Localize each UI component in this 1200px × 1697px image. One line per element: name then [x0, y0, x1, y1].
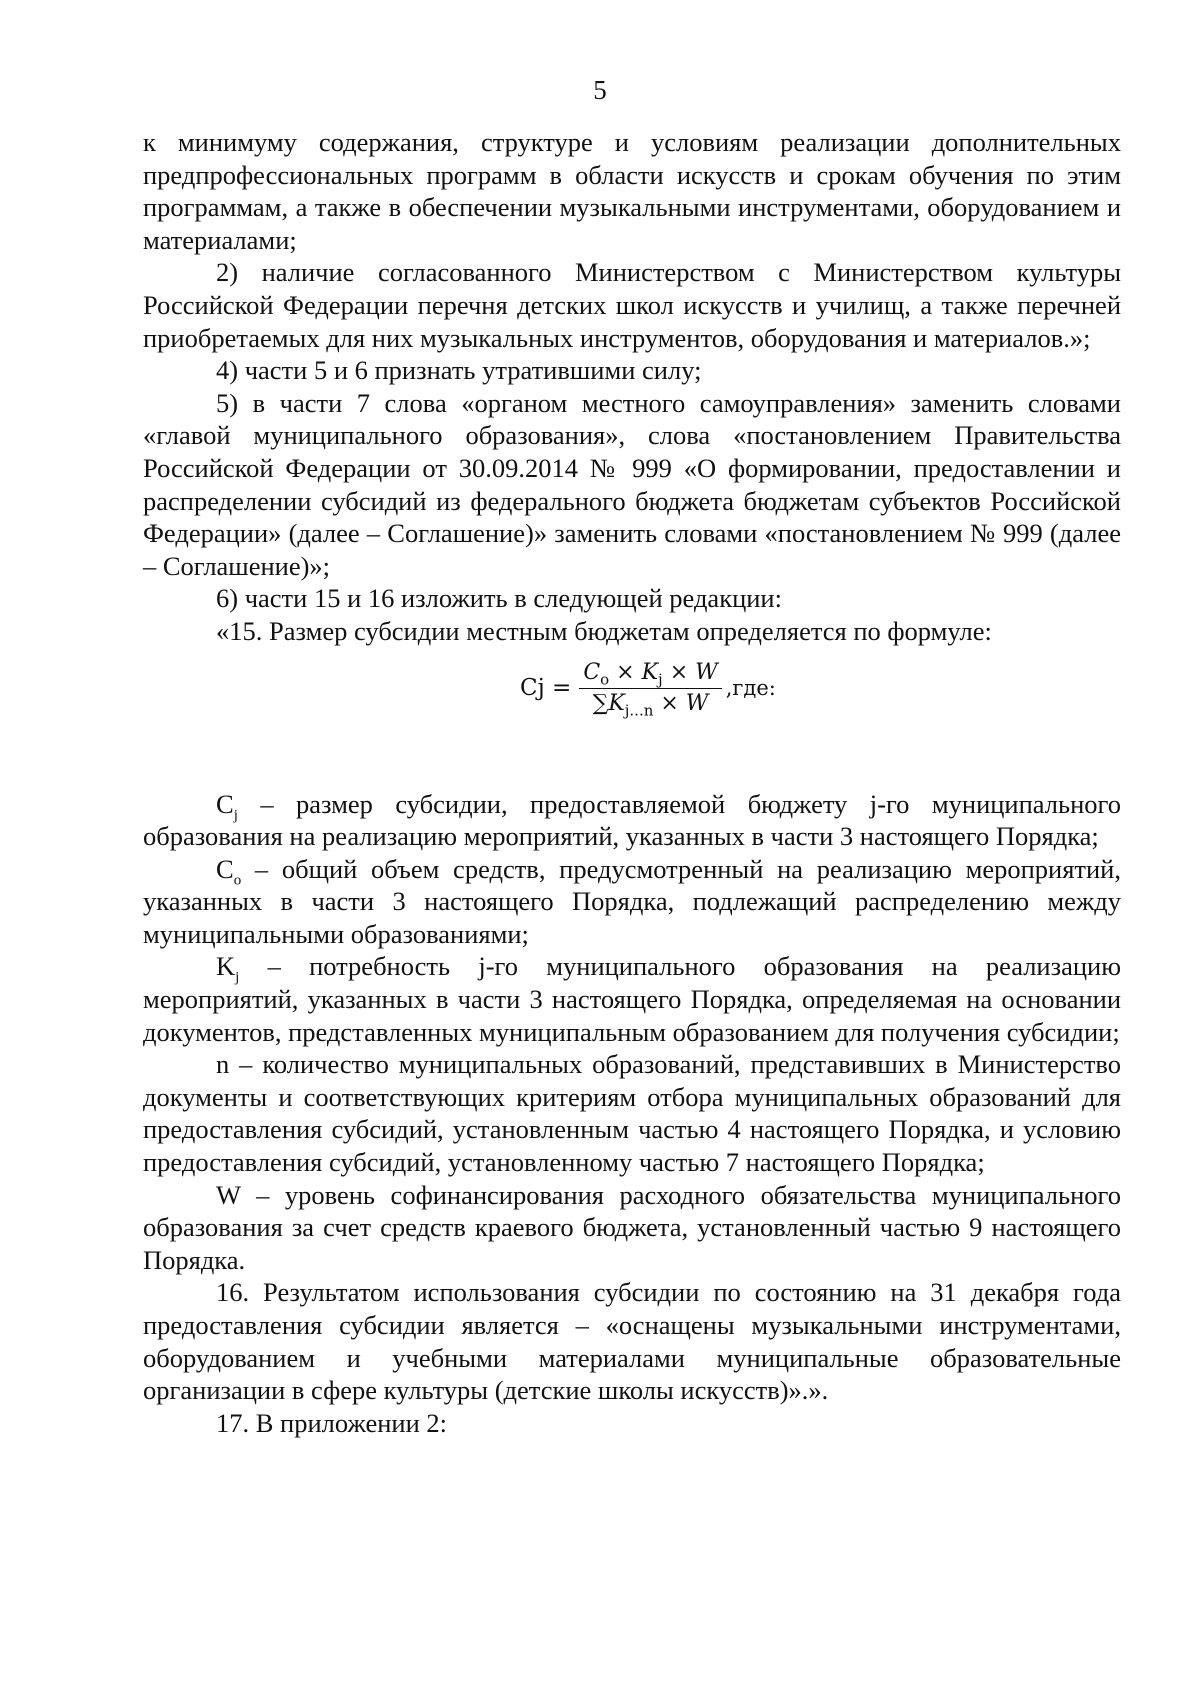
definition-n: n – количество муниципальных образований, представивших в Министерство документы и соответствующих критериям отбора муниципальных образований для предоставления субсидий, установленным частью 4 настоящего Порядка, и условию предоставления субсидий, установленному частью 7 настоящего Порядка;	[143, 1049, 1121, 1178]
paragraph-continuation: к минимуму содержания, структуре и условиям реализации дополнительных предпрофессиональных программ в области искусств и срокам обучения по этим программам, а также в обеспечении музыкальными инструментами, оборудованием и материалами;	[143, 127, 1121, 255]
paragraph-17: 17. В приложении 2:	[216, 1407, 447, 1438]
formula-numerator: $C_o \times K_j \times W$	[583, 659, 718, 688]
formula-fraction	[579, 658, 721, 719]
paragraph-item-4: 4) части 5 и 6 признать утратившими силу;	[216, 355, 702, 386]
definition-w: W – уровень софинансирования расходного обязательства муниципального образования за счет средств краевого бюджета, установленный частью 9 настоящего Порядка.	[143, 1179, 1121, 1275]
formula-block	[143, 658, 1121, 744]
formula-denominator: $\sum K_{j...n} \times W$	[592, 690, 709, 719]
definition-co: $C_o$ – общий объем средств, предусмотренный на реализацию мероприятий, указанных в части 3 настоящего Порядка, подлежащий распределению между муниципальными образованиями;	[143, 853, 1121, 949]
formula-lhs: Cj =	[520, 674, 572, 701]
formula-tail: ,где:	[725, 675, 776, 700]
paragraph-15-intro: «15. Размер субсидии местным бюджетам определяется по формуле:	[216, 615, 992, 646]
document-body	[143, 126, 1121, 1439]
paragraph-item-5: 5) в части 7 слова «органом местного самоуправления» заменить словами «главой муниципального образования», слова «постановлением Правительства Российской Федерации от 30.09.2014 № 999 «О формировании, предоставлении и распределении субсидий из федерального бюджета бюджетам субъектов Российской Федерации» (далее – Соглашение)» заменить словами «постановлением № 999 (далее – Соглашение)»;	[143, 387, 1121, 581]
paragraph-16: 16. Результатом использования субсидии по состоянию на 31 декабря года предоставления субсидии является – «оснащены музыкальными инструментами, оборудованием и учебными материалами муниципальные образовательные организации в сфере культуры (детские школы искусств)».».	[143, 1277, 1121, 1406]
definition-kj: $K_j$ – потребность j-го муниципального образования на реализацию мероприятий, указанных в части 3 настоящего Порядка, определяемая на основании документов, представленных муниципальным образованием для получения субсидии;	[143, 951, 1121, 1047]
subsidy-formula	[520, 658, 776, 719]
paragraph-item-6: 6) части 15 и 16 изложить в следующей редакции:	[216, 583, 782, 614]
definition-cj: $C_j$ – размер субсидии, предоставляемой бюджету j-го муниципального образования на реализацию мероприятий, указанных в части 3 настоящего Порядка;	[143, 788, 1121, 852]
paragraph-item-2: 2) наличие согласованного Министерством с Министерством культуры Российской Федерации перечня детских школ искусств и училищ, а также перечней приобретаемых для них музыкальных инструментов, оборудования и материалов.»;	[143, 257, 1121, 353]
page-number: 5	[593, 75, 607, 105]
